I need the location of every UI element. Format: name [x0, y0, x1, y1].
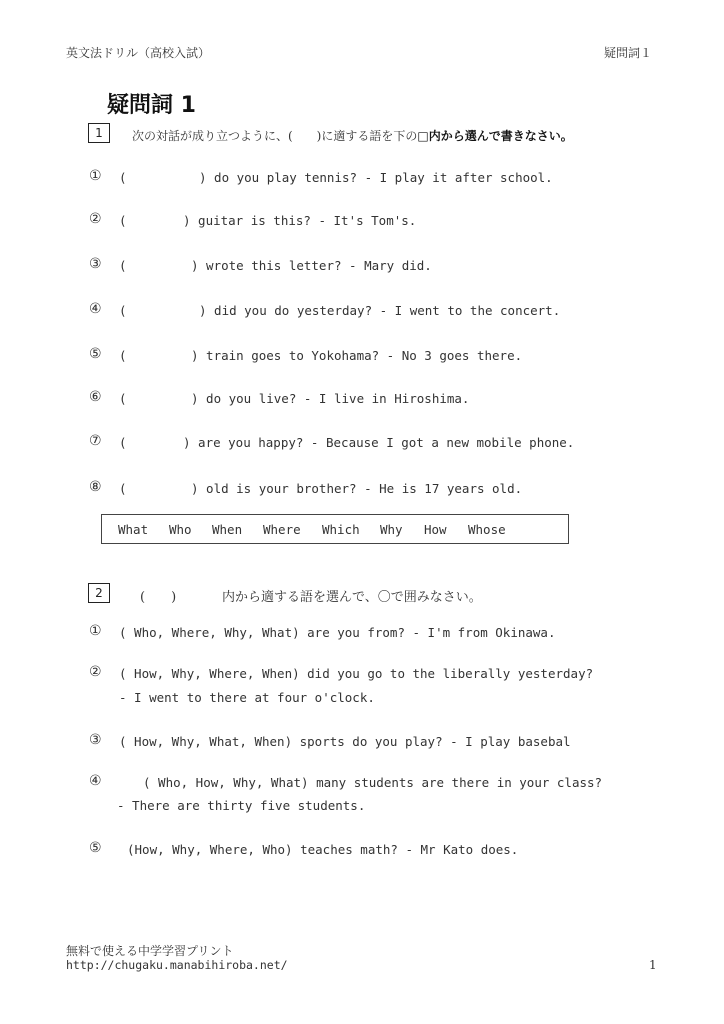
word-choice: Whose [468, 522, 506, 537]
page-title: 疑問詞 1 [107, 93, 196, 118]
question-mark: ② [89, 211, 102, 227]
question-mark: ⑤ [89, 346, 102, 362]
question-text: ) do you play tennis? - I play it after school. [199, 170, 553, 185]
word-choice: Who [169, 522, 192, 537]
answer-blank-open: ( [119, 348, 127, 363]
word-choice: How [424, 522, 447, 537]
section-1-instruction-text: 次の対話が成り立つように、( )に適する語を下の [132, 129, 418, 143]
question-text: ) old is your brother? - He is 17 years old. [191, 481, 523, 496]
answer-blank-open: ( [119, 213, 127, 228]
question-text: ) wrote this letter? - Mary did. [191, 258, 432, 273]
question-text: ( Who, Where, Why, What) are you from? - I'm from Okinawa. [119, 625, 556, 640]
question-text: ( How, Why, What, When) sports do you play? - I play basebal [119, 734, 571, 749]
section-1-instruction-bold: □内から選んで書きなさい。 [417, 129, 573, 143]
answer-blank-open: ( [119, 481, 127, 496]
section-1-instruction [132, 127, 573, 144]
word-choice: What [118, 522, 149, 537]
answer-blank-open: ( [119, 303, 127, 318]
word-choice: Which [322, 522, 360, 537]
word-choice: When [212, 522, 243, 537]
question-text: ) guitar is this? - It's Tom's. [183, 213, 417, 228]
question-mark: ⑧ [89, 479, 102, 495]
question-mark: ② [89, 664, 102, 680]
section-2-instruction: 内から適する語を選んで、〇で囲みなさい。 [222, 590, 482, 605]
answer-blank-open: ( [119, 258, 127, 273]
question-mark: ⑥ [89, 389, 102, 405]
question-mark: ① [89, 623, 102, 639]
question-mark: ⑤ [89, 840, 102, 856]
question-mark: ① [89, 168, 102, 184]
footer-url[interactable]: http://chugaku.manabihiroba.net/ [66, 958, 288, 972]
header-right: 疑問詞１ [604, 46, 653, 60]
question-mark: ③ [89, 732, 102, 748]
footer-title: 無料で使える中学学習プリント [66, 944, 234, 958]
question-text: ) do you live? - I live in Hiroshima. [191, 391, 470, 406]
answer-blank-open: ( [119, 170, 127, 185]
answer-text: - There are thirty five students. [117, 798, 366, 813]
question-text: ) are you happy? - Because I got a new mobile phone. [183, 435, 575, 450]
question-text: ) did you do yesterday? - I went to the concert. [199, 303, 561, 318]
question-mark: ④ [89, 773, 102, 789]
question-mark: ③ [89, 256, 102, 272]
answer-blank-open: ( [119, 435, 127, 450]
section-2-instruction-paren: ( ) [140, 590, 177, 605]
answer-blank-open: ( [119, 391, 127, 406]
question-mark: ④ [89, 301, 102, 317]
word-choice: Where [263, 522, 301, 537]
question-mark: ⑦ [89, 433, 102, 449]
word-choice: Why [380, 522, 403, 537]
section-1-number: 1 [88, 123, 110, 143]
page-number: 1 [649, 958, 657, 972]
section-2-number: 2 [88, 583, 110, 603]
question-text: (How, Why, Where, Who) teaches math? - Mr Kato does. [127, 842, 519, 857]
header-left: 英文法ドリル（高校入試） [66, 46, 211, 60]
question-text: ) train goes to Yokohama? - No 3 goes there. [191, 348, 523, 363]
question-text: ( How, Why, Where, When) did you go to the liberally yesterday? [119, 666, 594, 681]
question-text: ( Who, How, Why, What) many students are there in your class? [143, 775, 603, 790]
answer-text: - I went to there at four o'clock. [119, 690, 375, 705]
